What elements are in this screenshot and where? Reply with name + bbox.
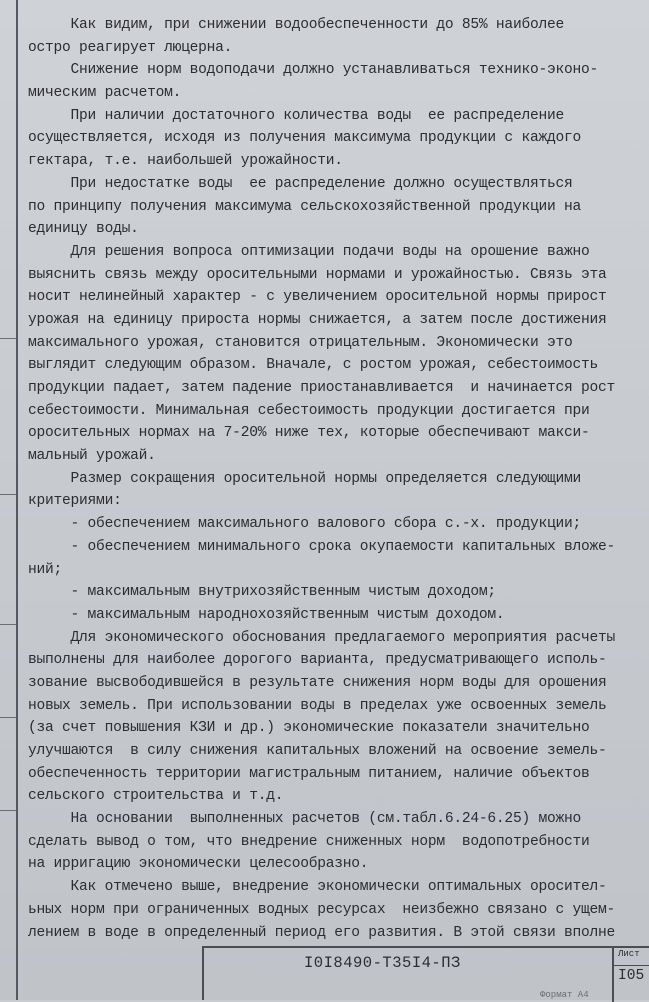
title-block-divider (612, 948, 614, 1002)
text-line: сельского строительства и т.д. (28, 788, 284, 805)
text-line: Как отмечено выше, внедрение экономически оптимальных оросител- (28, 879, 607, 896)
text-line: урожая на единицу прироста нормы снижается, а затем после достижения (28, 311, 607, 328)
text-line: новых земель. При использовании воды в пределах уже освоенных земель (28, 697, 607, 714)
document-code: I0I8490-Т35I4-ПЗ (304, 954, 461, 972)
format-stamp: Формат А4 (540, 990, 589, 1000)
text-line: При наличии достаточного количества воды ее распределение (28, 107, 564, 124)
text-line: выполнены для наиболее дорогого варианта, предусматривающего исполь- (28, 652, 607, 669)
text-line: - обеспечением максимального валового сбора с.-х. продукции; (28, 516, 581, 533)
text-line: сделать вывод о том, что внедрение сниженных норм водопотребности (28, 833, 590, 850)
text-line: критериями: (28, 493, 122, 510)
sheet-label: Лист (618, 949, 640, 959)
text-line: ьных норм при ограниченных водных ресурсах неизбежно связано с ущем- (28, 901, 616, 918)
text-line: по принципу получения максимума сельскохозяйственной продукции на (28, 198, 581, 215)
sheet-number: I05 (618, 968, 645, 984)
body-text (28, 14, 628, 944)
text-line: Для экономического обоснования предлагаемого мероприятия расчеты (28, 629, 616, 646)
text-line: зование высвободившейся в результате снижения норм воды для орошения (28, 674, 607, 691)
text-line: Для решения вопроса оптимизации подачи воды на орошение важно (28, 243, 590, 260)
margin-tick (0, 338, 16, 339)
text-line: (за счет повышения КЗИ и др.) экономические показатели значительно (28, 720, 590, 737)
text-line: мальный урожай. (28, 448, 156, 465)
text-line: продукции падает, затем падение приостанавливается и начинается рост (28, 380, 616, 396)
text-line: выяснить связь между оросительными нормами и урожайностью. Связь эта (28, 266, 607, 283)
text-line: При недостатке воды ее распределение должно осуществляться (28, 175, 573, 192)
text-line: улучшаются в силу снижения капитальных вложений на освоение земель- (28, 743, 607, 759)
text-line: максимального урожая, становится отрицательным. Экономически это (28, 334, 573, 351)
text-line: Снижение норм водоподачи должно устанавливаться технико-эконо- (28, 62, 599, 79)
text-line: - максимальным внутрихозяйственным чистым доходом; (28, 584, 496, 601)
text-line: лением в воде в определенный период его развития. В этой связи вполне (28, 924, 616, 941)
margin-tick (0, 810, 16, 811)
margin-tick (0, 717, 16, 718)
margin-tick (0, 494, 16, 495)
text-line: носит нелинейный характер - с увеличением оросительной нормы прирост (28, 289, 607, 306)
text-line: ний; (28, 561, 63, 578)
text-line: осуществляется, исходя из получения максимума продукции с каждого (28, 130, 581, 147)
text-line: остро реагирует люцерна. (28, 39, 233, 56)
text-line: - максимальным народнохозяйственным чистым доходом. (28, 606, 505, 623)
text-line: На основании выполненных расчетов (см.табл.6.24-6.25) можно (28, 811, 581, 828)
text-line: гектара, т.е. наибольшей урожайности. (28, 153, 343, 170)
margin-tick (0, 624, 16, 625)
text-line: на ирригацию экономически целесообразно. (28, 856, 369, 873)
text-line: выглядит следующим образом. Вначале, с ростом урожая, себестоимость (28, 357, 599, 374)
text-line: - обеспечением минимального срока окупаемости капитальных вложе- (28, 538, 616, 555)
text-line: единицу воды. (28, 221, 139, 238)
text-line: Как видим, при снижении водообеспеченности до 85% наиболее (28, 17, 564, 33)
title-block-hline (614, 965, 649, 966)
text-line: мическим расчетом. (28, 85, 182, 102)
text-line: себестоимости. Минимальная себестоимость продукции достигается при (28, 402, 590, 419)
text-line: обеспеченность территории магистральным питанием, наличие объектов (28, 765, 590, 782)
text-line: Размер сокращения оросительной нормы определяется следующими (28, 470, 581, 487)
binding-margin (0, 0, 16, 1000)
frame-left-border (16, 0, 18, 1000)
text-line: оросительных нормах на 7-20% ниже тех, которые обеспечивают макси- (28, 425, 590, 442)
